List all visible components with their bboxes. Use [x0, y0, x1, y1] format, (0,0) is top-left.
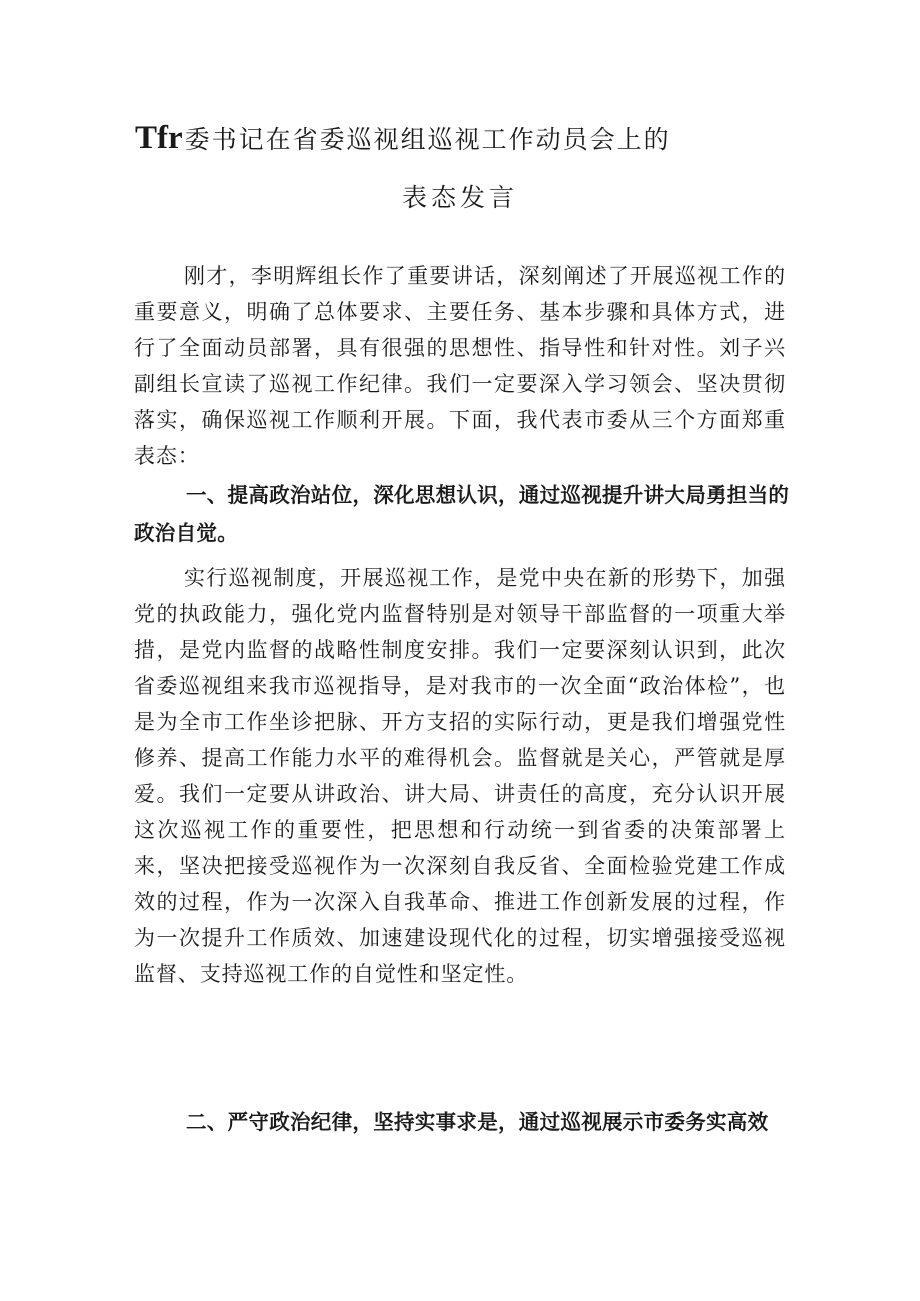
paragraph-intro: 刚才，李明辉组长作了重要讲话，深刻阐述了开展巡视工作的重要意义，明确了总体要求、主要任务、基本步骤和具体方式，进行了全面动员部署，具有很强的思想性、指导性和针对性。刘子兴副组长宣读了巡视工作纪律。我们一定要深入学习领会、坚决贯彻落实，确保巡视工作顺利开展。下面，我代表市委从三个方面郑重表态：	[134, 264, 786, 468]
section-heading-2: 二、严守政治纪律，坚持实事求是，通过巡视展示市委务实高效	[186, 1110, 769, 1134]
title-text: 委书记在省委巡视组巡视工作动员会上的	[184, 125, 671, 154]
section-heading-1: 一、提高政治站位，深化思想认识，通过巡视提升讲大局勇担当的政治自觉。	[134, 483, 790, 545]
title-prefix: Tfr	[135, 120, 183, 156]
paragraph-section-1: 实行巡视制度，开展巡视工作，是党中央在新的形势下，加强党的执政能力，强化党内监督特别是对领导干部监督的一项重大举措，是党内监督的战略性制度安排。我们一定要深刻认识到，此次省委巡视组来我市巡视指导，是对我市的一次全面“政治体检”，也是为全市工作坐诊把脉、开方支招的实际行动，更是我们增强党性修养、提高工作能力水平的难得机会。监督就是关心，严管就是厚爱。我们一定要从讲政治、讲大局、讲责任的高度，充分认识开展这次巡视工作的重要性，把思想和行动统一到省委的决策部署上来，坚决把接受巡视作为一次深刻自我反省、全面检验党建工作成效的过程，作为一次深入自我革命、推进工作创新发展的过程，作为一次提升工作质效、加速建设现代化的过程，切实增强接受巡视监督、支持巡视工作的自觉性和坚定性。	[134, 566, 786, 986]
document-title-line1	[135, 120, 671, 157]
document-title-line2: 表态发言	[401, 183, 518, 212]
